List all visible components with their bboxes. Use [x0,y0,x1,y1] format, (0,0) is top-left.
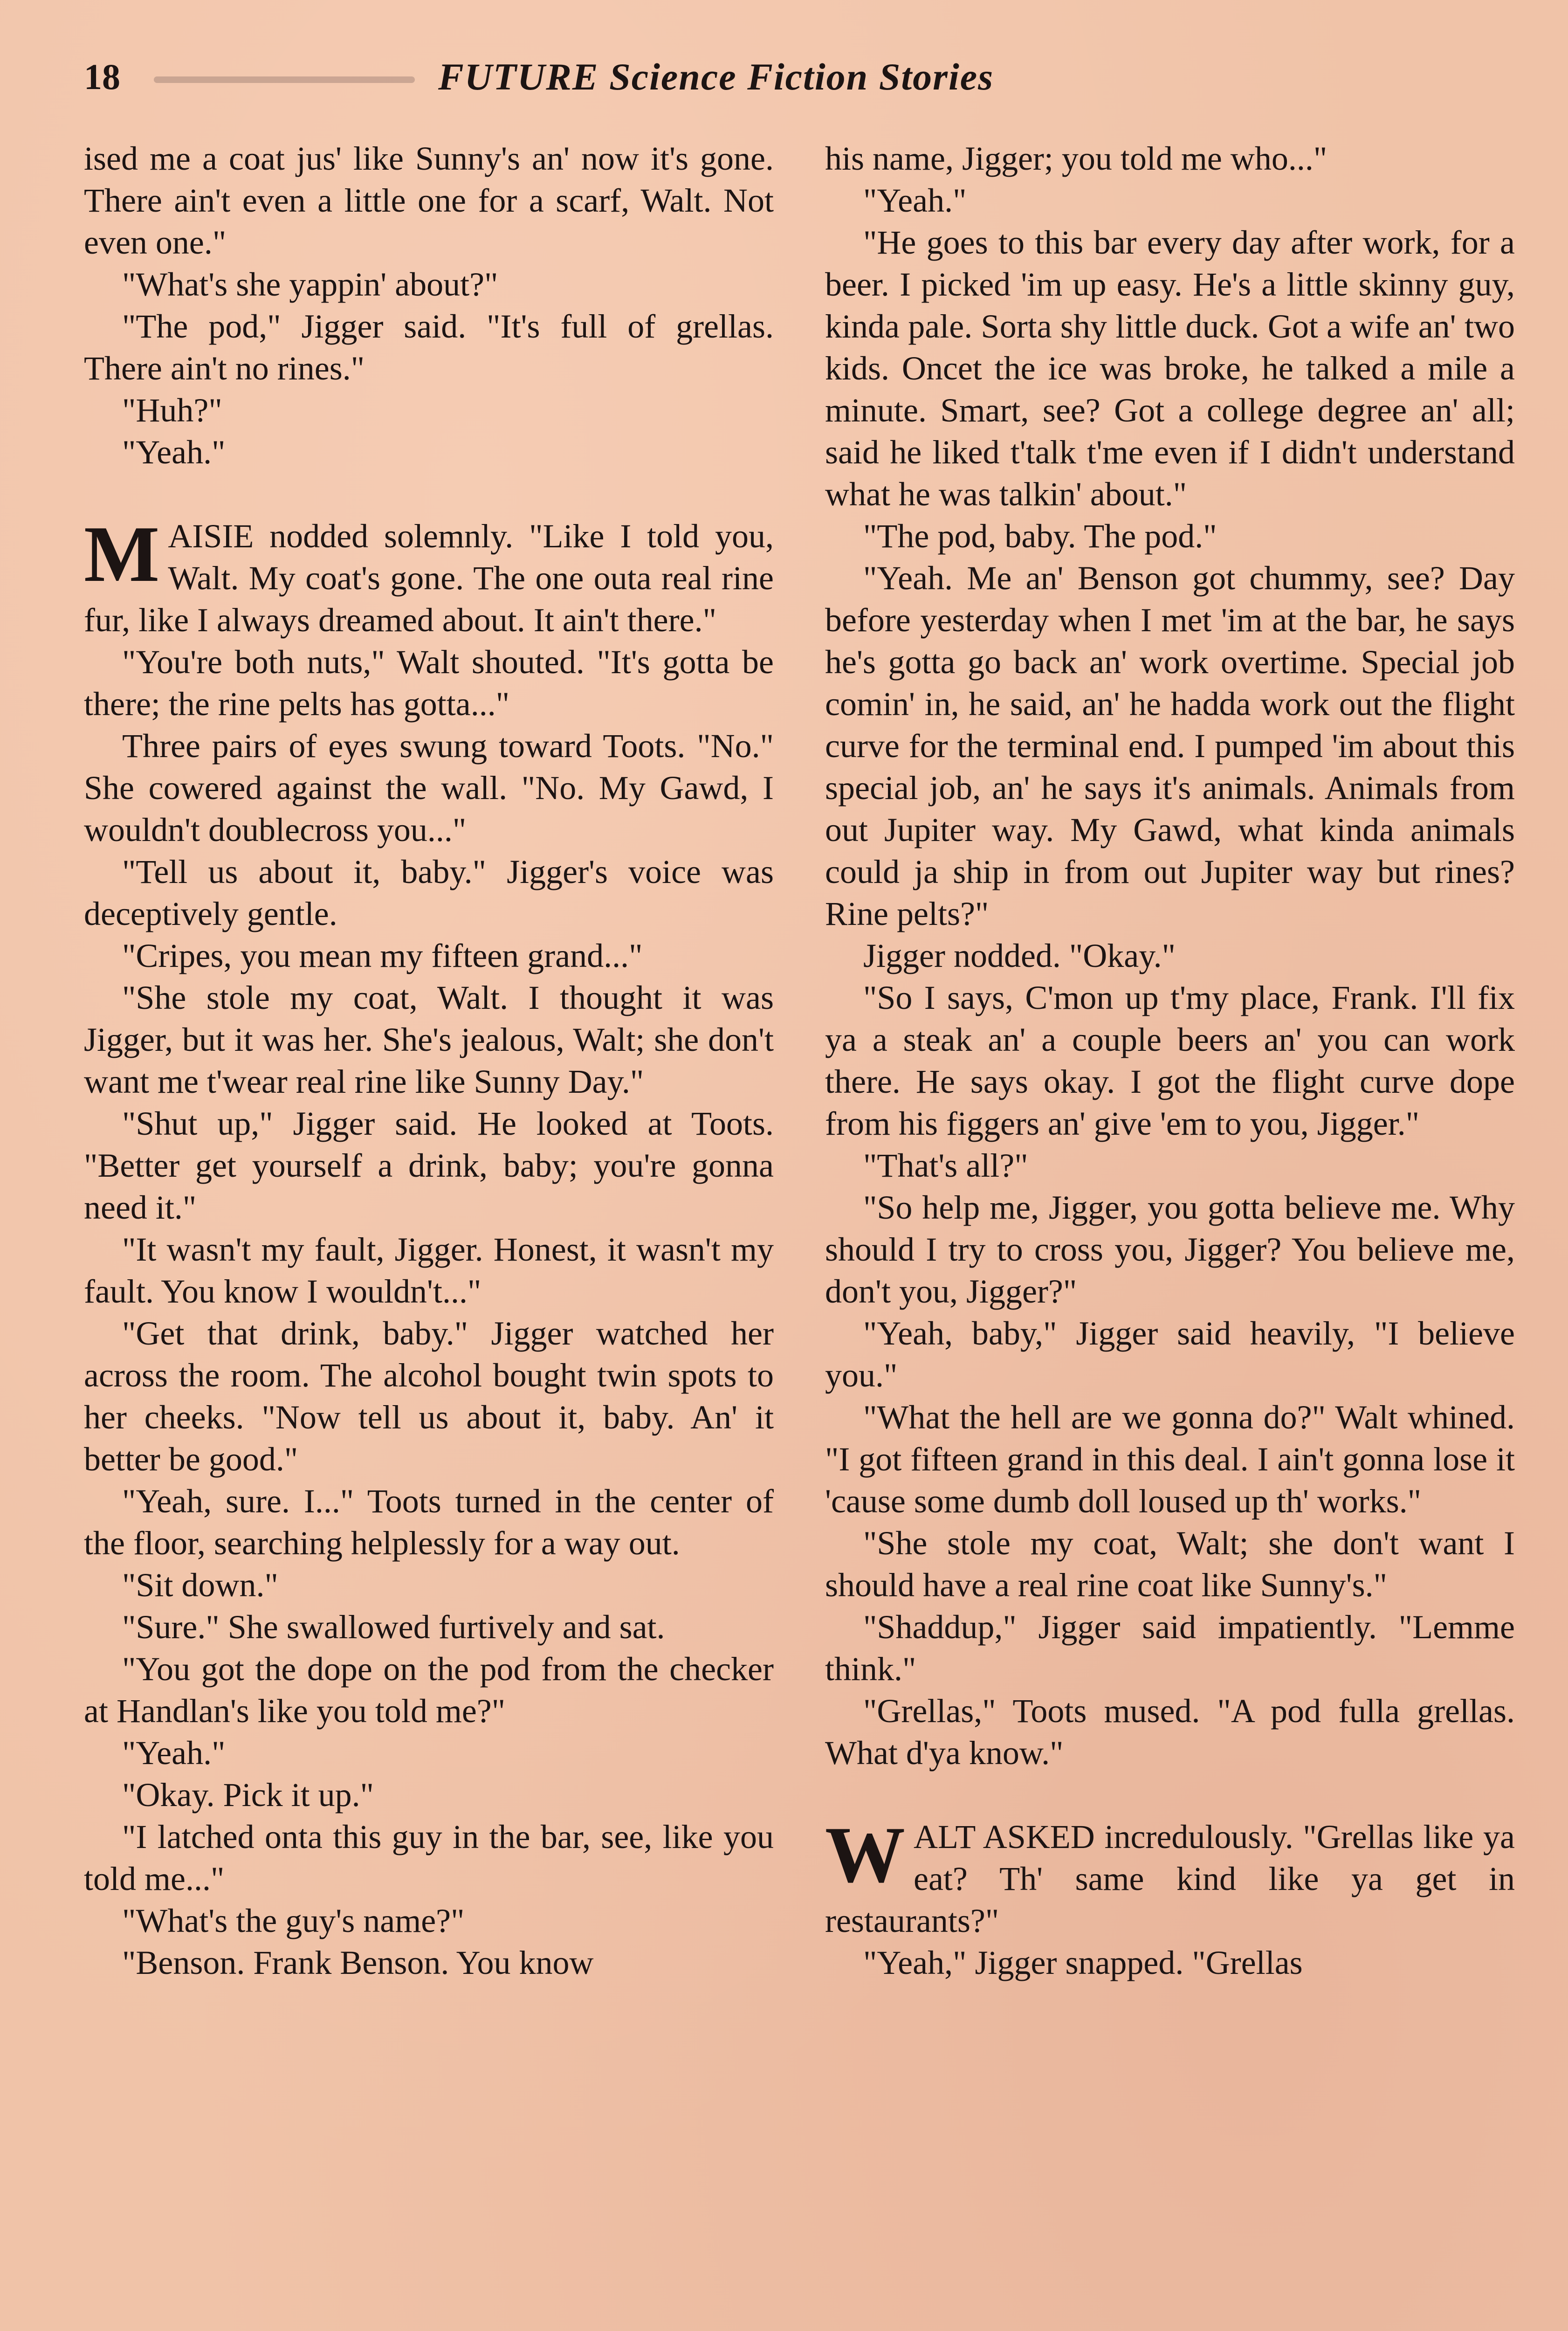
paragraph-text: "Cripes, you mean my fifteen grand..." [122,937,643,974]
paragraph-text: "Shaddup," Jigger said impatiently. "Lemme think." [825,1608,1515,1688]
paragraph-text: Three pairs of eyes swung toward Toots. "No." She cowered against the wall. "No. My Gawd, I wouldn't doublecross you..." [84,727,774,848]
paragraph-text: his name, Jigger; you told me who..." [825,140,1327,177]
paragraph [84,1606,774,1648]
paragraph [84,138,774,263]
paragraph-text: "Yeah, baby," Jigger said heavily, "I believe you." [825,1315,1515,1394]
paragraph-text: "Yeah," Jigger snapped. "Grellas [863,1944,1303,1981]
paragraph [825,221,1515,515]
paragraph [84,389,774,431]
paragraph-text: "You got the dope on the pod from the checker at Handlan's like you told me?" [84,1650,774,1730]
paragraph [825,977,1515,1145]
paragraph [84,977,774,1103]
drop-cap: M [84,510,160,599]
paragraph [84,1103,774,1228]
paragraph-text: "The pod, baby. The pod." [863,517,1217,555]
paragraph-text: "He goes to this bar every day after work, for a beer. I picked 'im up easy. He's a little skinny guy, kinda pale. Sorta shy little duck. Got a wife an' two kids. Oncet the ice was broke, he talked a mile a minute. Smart, see? Got a college degree an' all; said he liked t'talk t'me even if I didn't understand what he was talkin' about." [825,224,1515,513]
paragraph-text: "Yeah." [122,1734,226,1772]
paragraph-text: "What the hell are we gonna do?" Walt whined. "I got fifteen grand in this deal. I ain't gonna lose it 'cause some dumb doll loused up th' works." [825,1399,1515,1520]
paragraph [825,138,1515,179]
paragraph-text: "Sure." She swallowed furtively and sat. [122,1608,665,1646]
paragraph-text: "You're both nuts," Walt shouted. "It's gotta be there; the rine pelts has gotta..." [84,643,774,723]
paragraph-text: "Yeah, sure. I..." Toots turned in the center of the floor, searching helplessly for a way out. [84,1483,774,1562]
paragraph-text: "What's the guy's name?" [122,1902,465,1939]
paragraph-text: "She stole my coat, Walt. I thought it was Jigger, but it was her. She's jealous, Walt; she don't want me t'wear real rine like Sunny Day." [84,979,774,1100]
right-column [825,138,1515,1984]
paragraph-text: "Okay. Pick it up." [122,1776,374,1814]
paragraph-text: "The pod," Jigger said. "It's full of grellas. There ain't no rines." [84,308,774,387]
paragraph [84,1732,774,1774]
paragraph-text: "It wasn't my fault, Jigger. Honest, it wasn't my fault. You know I wouldn't..." [84,1231,774,1310]
paragraph [825,1522,1515,1606]
paragraph [84,1774,774,1816]
paragraph [84,725,774,851]
drop-cap: W [825,1811,905,1899]
left-column [84,138,774,1984]
paragraph [84,1816,774,1900]
paragraph [84,1942,774,1984]
paragraph [825,557,1515,935]
paragraph-text: "What's she yappin' about?" [122,266,498,303]
paragraph [825,1690,1515,1774]
paragraph-text: "Huh?" [122,392,222,429]
running-title: FUTURE Science Fiction Stories [438,55,994,98]
paragraph [825,515,1515,557]
page-number: 18 [84,56,120,97]
paragraph [84,510,774,641]
paragraph [84,935,774,977]
paragraph-text: "Get that drink, baby." Jigger watched her across the room. The alcohol bought twin spots to her cheeks. "Now tell us about it, baby. An' it better be good." [84,1315,774,1478]
paragraph [84,1480,774,1564]
page-header [84,52,1464,99]
paragraph-text: ALT ASKED incredulously. "Grellas like ya eat? Th' same kind like ya get in restaurants?" [825,1818,1515,1939]
paragraph-text: "Yeah." [122,434,226,471]
paragraph-text: "Yeah." [863,182,967,219]
paragraph-text: "So I says, C'mon up t'my place, Frank. I'll fix ya a steak an' a couple beers an' you can work there. He says okay. I got the flight curve dope from his figgers an' give 'em to you, Jigger." [825,979,1515,1142]
paragraph [84,1648,774,1732]
paragraph-text: "Benson. Frank Benson. You know [122,1944,594,1981]
section-break [84,473,774,515]
paragraph-text: "Yeah. Me an' Benson got chummy, see? Day before yesterday when I met 'im at the bar, he says he's gotta go back an' work overtime. Special job comin' in, he said, an' he hadda work out the flight curve for the terminal end. I pumped 'im about this special job, an' he says it's animals. Animals from out Jupiter way. My Gawd, what kinda animals could ja ship in from out Jupiter way but rines? Rine pelts?" [825,559,1515,932]
paragraph [825,935,1515,977]
paragraph-text: ised me a coat jus' like Sunny's an' now it's gone. There ain't even a little one for a scarf, Walt. Not even one." [84,140,774,261]
paragraph [84,431,774,473]
paragraph [825,1396,1515,1522]
paragraph-text: "Shut up," Jigger said. He looked at Toots. "Better get yourself a drink, baby; you're gonna need it." [84,1105,774,1226]
paragraph [825,1186,1515,1312]
paragraph [84,641,774,725]
paragraph [825,1811,1515,1942]
section-break [825,1774,1515,1816]
paragraph [84,263,774,305]
paragraph [84,851,774,935]
paragraph [825,1606,1515,1690]
paragraph [825,179,1515,221]
paragraph-text: AISIE nodded solemnly. "Like I told you, Walt. My coat's gone. The one outa real rine fur, like I always dreamed about. It ain't there." [84,517,774,639]
paragraph-text: "That's all?" [863,1147,1028,1184]
paragraph-text: Jigger nodded. "Okay." [863,937,1176,974]
paragraph [84,305,774,389]
paragraph [84,1564,774,1606]
paragraph-text: "Tell us about it, baby." Jigger's voice was deceptively gentle. [84,853,774,932]
paragraph [825,1312,1515,1396]
paragraph-text: "Grellas," Toots mused. "A pod fulla grellas. What d'ya know." [825,1692,1515,1772]
paragraph-text: "Sit down." [122,1566,278,1604]
paragraph-text: "She stole my coat, Walt; she don't want I should have a real rine coat like Sunny's." [825,1524,1515,1604]
header-decoration [154,76,415,83]
paragraph [825,1942,1515,1984]
paragraph [84,1228,774,1312]
paragraph-text: "I latched onta this guy in the bar, see, like you told me..." [84,1818,774,1897]
paragraph-text: "So help me, Jigger, you gotta believe me. Why should I try to cross you, Jigger? You believe me, don't you, Jigger?" [825,1189,1515,1310]
paragraph [825,1145,1515,1186]
paragraph [84,1900,774,1942]
paragraph [84,1312,774,1480]
